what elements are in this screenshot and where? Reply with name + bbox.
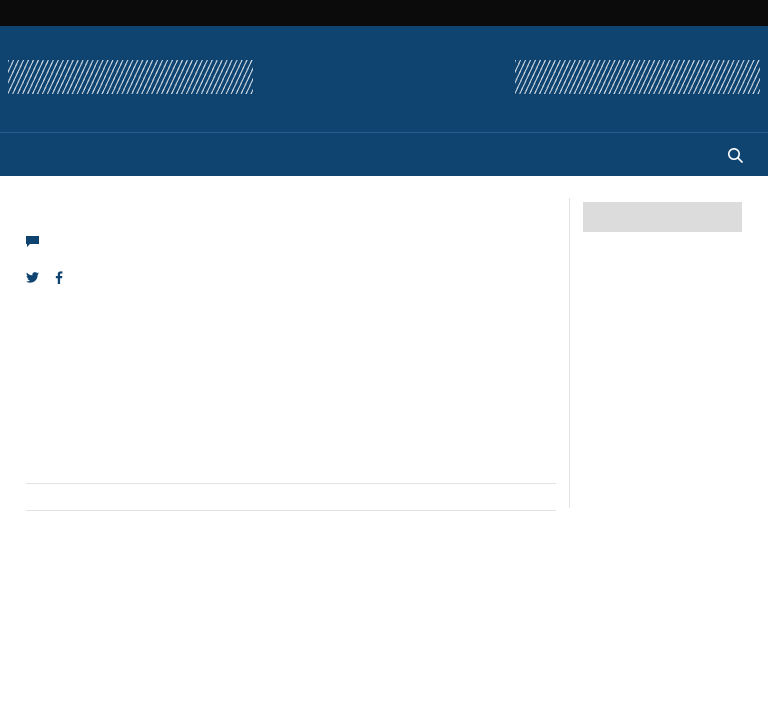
divider	[26, 483, 556, 484]
divider	[26, 510, 556, 511]
index-chart	[583, 288, 743, 478]
index-widget-title	[583, 202, 742, 232]
site-header	[0, 26, 768, 132]
social-share	[26, 271, 63, 284]
currency-ticker	[0, 0, 768, 26]
main-nav	[0, 132, 768, 176]
facebook-icon[interactable]	[55, 271, 63, 284]
header-decoration-left	[8, 60, 253, 94]
header-decoration-right	[515, 60, 760, 94]
twitter-icon[interactable]	[26, 272, 39, 283]
sidebar-divider	[569, 198, 570, 508]
comments-link-wrap	[26, 236, 47, 247]
search-icon[interactable]	[727, 147, 743, 163]
comment-icon	[26, 236, 39, 247]
